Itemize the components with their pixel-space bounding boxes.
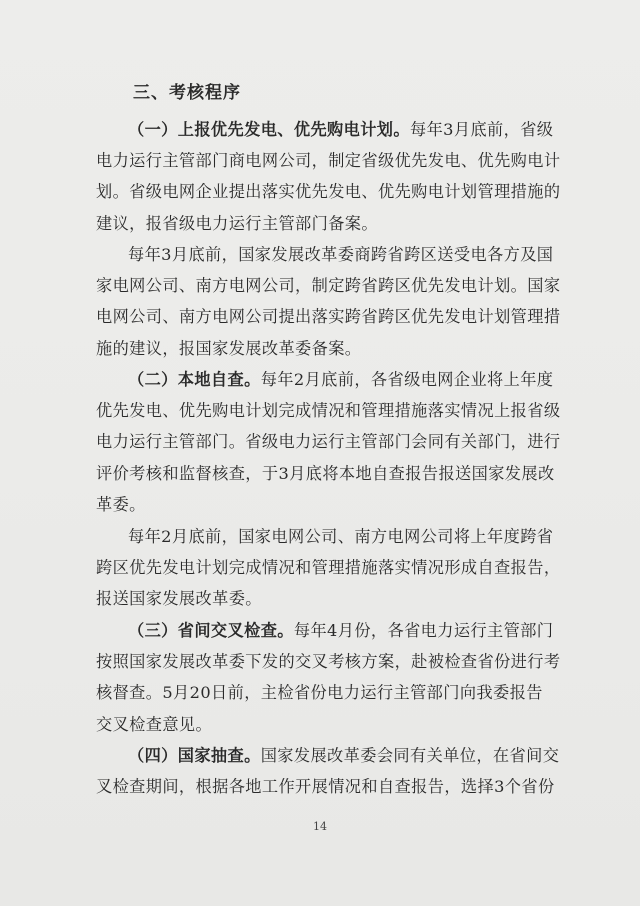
- paragraph-line: 评价考核和监督核查，于3月底将本地自查报告报送国家发展改: [96, 463, 555, 483]
- paragraph-4: [96, 521, 566, 615]
- paragraph-line: 施的建议，报国家发展改革委备案。: [96, 338, 362, 358]
- paragraph-line: （二）本地自查。每年2月底前，各省级电网企业将上年度: [128, 370, 554, 389]
- paragraph-3: [96, 364, 566, 520]
- paragraph-line: 革委。: [96, 494, 146, 514]
- page-number: 14: [313, 820, 327, 833]
- paragraph-heading: （二）本地自查。: [128, 370, 261, 389]
- paragraph-line: 报送国家发展改革委。: [96, 589, 262, 609]
- paragraph-line: 每年2月底前，国家电网公司、南方电网公司将上年度跨省: [128, 527, 554, 546]
- paragraph-line: 交叉检查意见。: [96, 714, 213, 734]
- paragraph-line: （一）上报优先发电、优先购电计划。每年3月底前，省级: [128, 120, 554, 139]
- paragraph-heading: （四）国家抽查。: [128, 746, 261, 765]
- paragraph-line: 电力运行主管部门商电网公司，制定省级优先发电、优先购电计: [96, 151, 561, 171]
- paragraph-line: 叉检查期间，根据各地工作开展情况和自查报告，选择3个省份: [96, 777, 555, 797]
- paragraph-5: [96, 615, 566, 740]
- paragraph-heading: （三）省间交叉检查。: [128, 621, 294, 640]
- paragraph-line: 优先发电、优先购电计划完成情况和管理措施落实情况上报省级: [96, 401, 561, 421]
- paragraph-line: 家电网公司、南方电网公司，制定跨省跨区优先发电计划。国家: [96, 276, 561, 296]
- paragraph-line: 电网公司、南方电网公司提出落实跨省跨区优先发电计划管理措: [96, 307, 561, 327]
- paragraph-2: [96, 239, 566, 364]
- paragraph-1: [96, 114, 566, 239]
- paragraph-line: （四）国家抽查。国家发展改革委会同有关单位，在省间交: [128, 746, 560, 765]
- paragraph-line: 电力运行主管部门。省级电力运行主管部门会同有关部门，进行: [96, 432, 561, 452]
- section-title: 三、考核程序: [133, 83, 241, 103]
- paragraph-line: 划。省级电网企业提出落实优先发电、优先购电计划管理措施的: [96, 182, 561, 202]
- paragraph-line: 每年3月底前，国家发展改革委商跨省跨区送受电各方及国: [128, 245, 554, 264]
- paragraph-line: 核督查。5月20日前，主检省份电力运行主管部门向我委报告: [96, 683, 543, 703]
- paragraph-line: 建议，报省级电力运行主管部门备案。: [96, 213, 378, 233]
- paragraph-line: 按照国家发展改革委下发的交叉考核方案，赴被检查省份进行考: [96, 652, 561, 672]
- paragraph-6: [96, 740, 566, 802]
- paragraph-heading: （一）上报优先发电、优先购电计划。: [128, 120, 410, 139]
- paragraph-line: 跨区优先发电计划完成情况和管理措施落实情况形成自查报告，: [96, 558, 561, 578]
- paragraph-line: （三）省间交叉检查。每年4月份，各省电力运行主管部门: [128, 621, 554, 640]
